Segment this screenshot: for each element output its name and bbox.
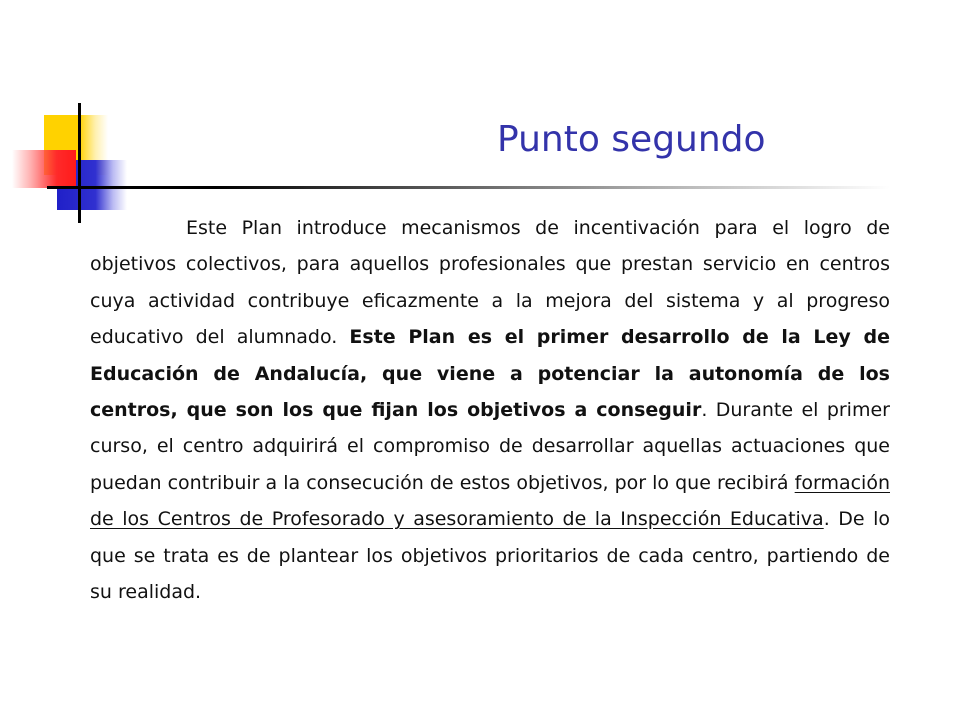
paragraph-link[interactable]: formación de los Centros de Profesorado y asesoramiento de la Inspección Educativa — [90, 471, 890, 531]
logo-red-bar — [12, 150, 76, 188]
body-paragraph — [90, 210, 890, 610]
slide-title: Punto segundo — [497, 119, 766, 160]
title-underline-rule — [47, 186, 890, 189]
logo-vertical-line — [78, 103, 81, 223]
paragraph-text-end: . De lo que se trata es de plantear los objetivos prioritarios de cada centro, partiendo de su realidad. — [90, 508, 891, 604]
paragraph-text-middle: . Durante el primer curso, el centro adquirirá el compromiso de desarrollar aquellas actuaciones que puedan contribuir a la consecución de estos objetivos, por lo que recibirá — [90, 399, 890, 494]
paragraph-bold-text: Este Plan es el primer desarrollo de la Ley de Educación de Andalucía, que viene a potenciar la autonomía de los centros, que son los que fijan los objetivos a conseguir — [90, 326, 890, 422]
paragraph-text-intro: Este Plan introduce mecanismos de incentivación para el logro de objetivos colectivos, para aquellos profesionales que prestan servicio en centros cuya actividad contribuye eficazmente a la mejora del sistema y al progreso educativo del alumnado. — [90, 217, 890, 349]
